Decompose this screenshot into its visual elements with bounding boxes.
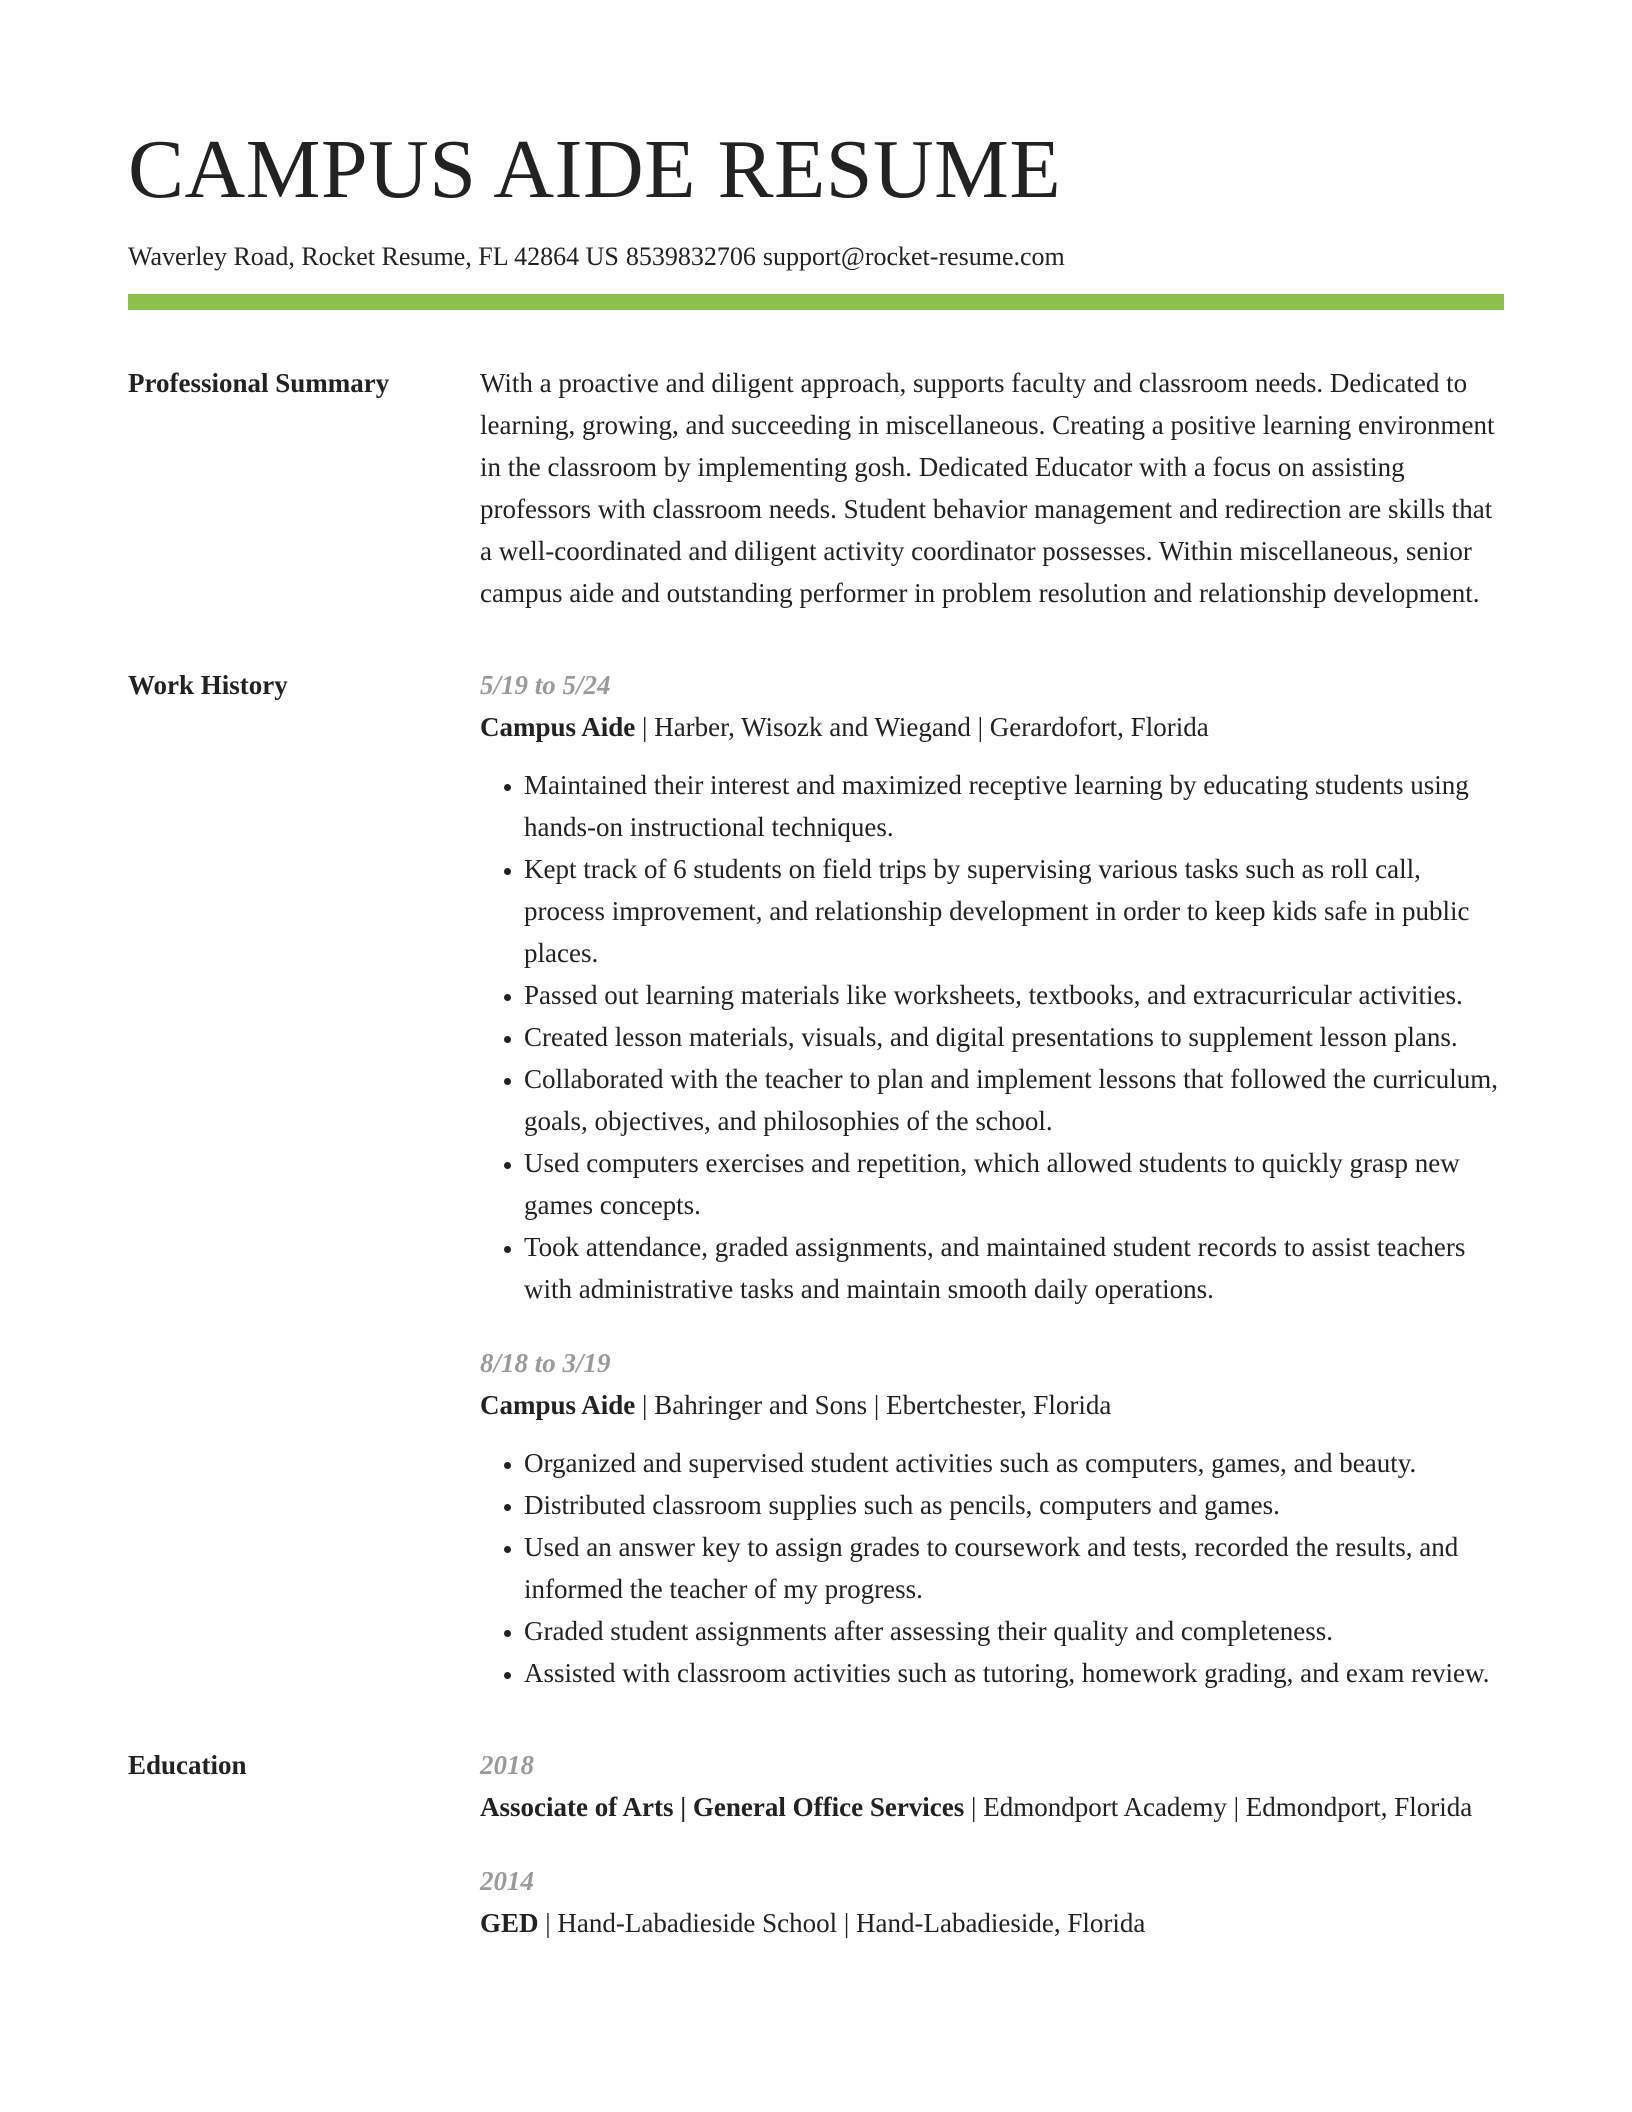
job-title: Campus Aide — [480, 711, 636, 742]
list-item: • Kept track of 6 students on field trips by supervising various tasks such as roll call, process improvement, and relationship development in order to keep kids safe in public places. — [524, 848, 1504, 974]
education-details: | Edmondport Academy | Edmondport, Florida — [964, 1791, 1473, 1822]
job-entry — [480, 1342, 1504, 1694]
section-body — [480, 362, 1504, 614]
education-heading — [480, 1786, 1504, 1828]
section-body — [480, 664, 1504, 1694]
education-entry — [480, 1744, 1504, 1828]
section-label: Professional Summary — [128, 367, 390, 398]
summary-text: With a proactive and diligent approach, supports faculty and classroom needs. Dedicated to learning, growing, and succeeding in miscellaneous. Creating a positive learning environment in the classroom by implementing gosh. Dedicated Educator with a focus on assisting professors with classroom needs. Student behavior management and redirection are skills that a well-coordinated and diligent activity coordinator possesses. Within miscellaneous, senior campus aide and outstanding performer in problem resolution and relationship development. — [480, 367, 1495, 608]
job-details: | Bahringer and Sons | Ebertchester, Florida — [635, 1389, 1112, 1420]
list-item: • Graded student assignments after assessing their quality and completeness. — [524, 1610, 1504, 1652]
list-item: • Collaborated with the teacher to plan and implement lessons that followed the curriculum, goals, objectives, and philosophies of the school. — [524, 1058, 1504, 1142]
job-dates: 8/18 to 3/19 — [480, 1347, 611, 1378]
list-item: • Created lesson materials, visuals, and digital presentations to supplement lesson plans. — [524, 1016, 1504, 1058]
job-heading — [480, 706, 1504, 748]
contact-line — [128, 240, 1504, 274]
section-body — [480, 1744, 1504, 1944]
education-year: 2014 — [480, 1865, 534, 1896]
education-entry — [480, 1860, 1504, 1944]
job-details: | Harber, Wisozk and Wiegand | Gerardofort, Florida — [635, 711, 1209, 742]
section-label: Work History — [128, 669, 288, 700]
list-item: • Used computers exercises and repetition, which allowed students to quickly grasp new games concepts. — [524, 1142, 1504, 1226]
section-professional-summary — [128, 362, 1504, 614]
list-item: • Used an answer key to assign grades to coursework and tests, recorded the results, and informed the teacher of my progress. — [524, 1526, 1504, 1610]
contact-email: support@rocket-resume.com — [762, 242, 1065, 271]
education-degree: Associate of Arts | General Office Services — [480, 1791, 965, 1822]
job-bullet-list — [480, 764, 1504, 1310]
education-degree: GED — [480, 1907, 539, 1938]
job-bullet-list — [480, 1442, 1504, 1694]
contact-address: Waverley Road, Rocket Resume, FL 42864 US — [128, 242, 619, 271]
resume-title: CAMPUS AIDE RESUME — [128, 123, 1062, 216]
job-entry — [480, 664, 1504, 1310]
list-item: • Maintained their interest and maximized receptive learning by educating students using hands-on instructional techniques. — [524, 764, 1504, 848]
list-item: • Distributed classroom supplies such as pencils, computers and games. — [524, 1484, 1504, 1526]
job-title: Campus Aide — [480, 1389, 636, 1420]
contact-phone: 8539832706 — [625, 242, 756, 271]
list-item: • Took attendance, graded assignments, and maintained student records to assist teachers with administrative tasks and maintain smooth daily operations. — [524, 1226, 1504, 1310]
list-item: • Passed out learning materials like worksheets, textbooks, and extracurricular activities. — [524, 974, 1504, 1016]
education-details: | Hand-Labadieside School | Hand-Labadieside, Florida — [538, 1907, 1146, 1938]
section-work-history — [128, 664, 1504, 1694]
section-education — [128, 1744, 1504, 1944]
list-item: • Organized and supervised student activities such as computers, games, and beauty. — [524, 1442, 1504, 1484]
list-item: • Assisted with classroom activities such as tutoring, homework grading, and exam review. — [524, 1652, 1504, 1694]
education-heading — [480, 1902, 1504, 1944]
job-dates: 5/19 to 5/24 — [480, 669, 611, 700]
header-divider — [128, 294, 1504, 310]
job-heading — [480, 1384, 1504, 1426]
education-year: 2018 — [480, 1749, 534, 1780]
section-label: Education — [128, 1749, 247, 1780]
